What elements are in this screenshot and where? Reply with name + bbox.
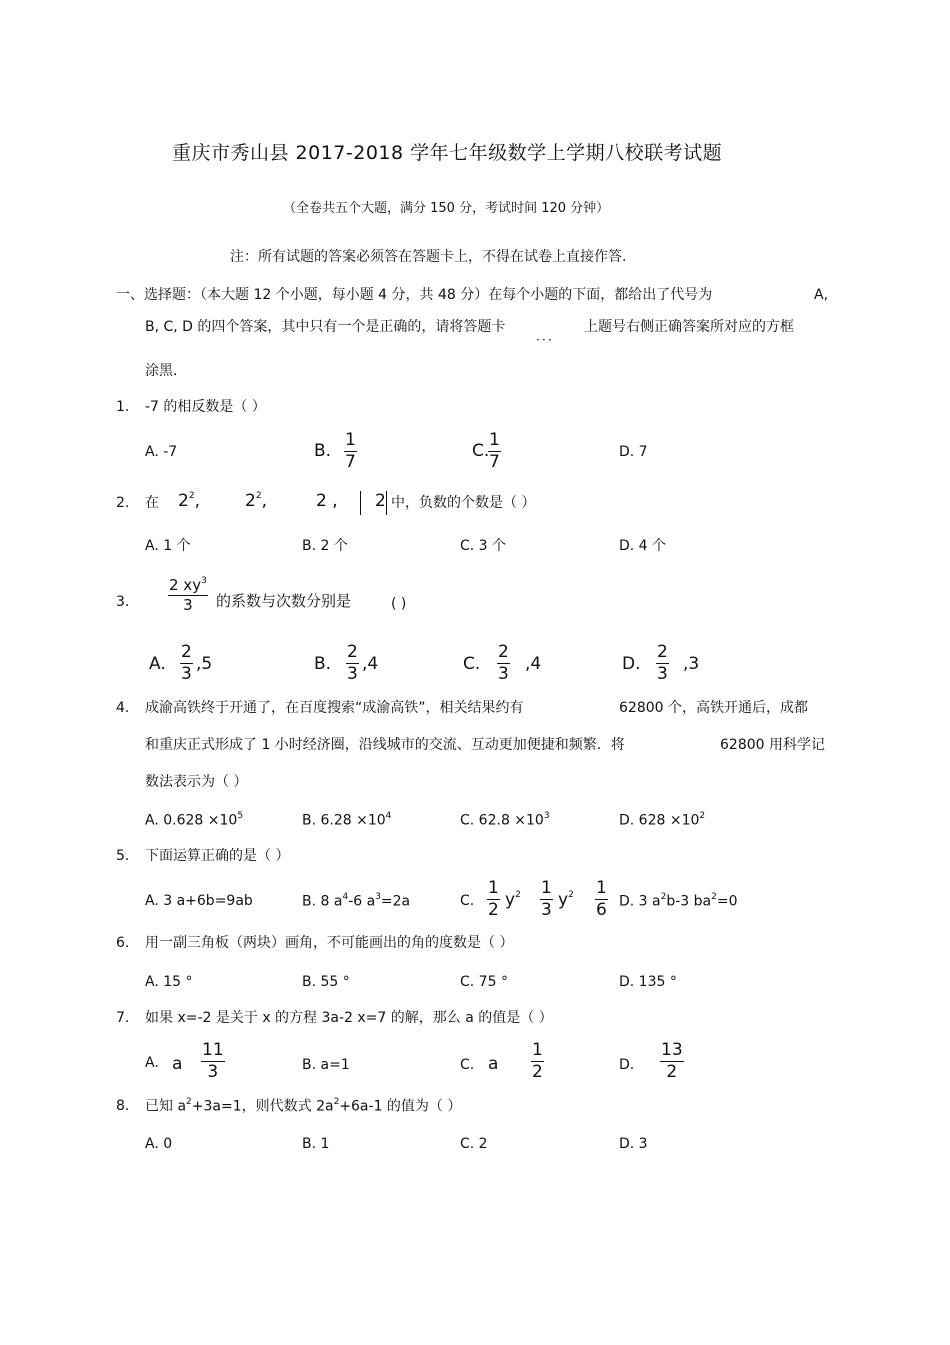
exam-info: （全卷共五个大题，满分 150 分，考试时间 120 分钟） <box>283 201 610 216</box>
fraction-denominator: 2 <box>488 900 499 920</box>
fraction-numerator: 1 <box>489 430 500 450</box>
fraction-denominator: 3 <box>541 900 552 920</box>
question-number: 7. <box>116 1010 130 1026</box>
option-c-term-1: $y^2$ <box>505 890 521 910</box>
section-instructions-line3: 涂黑. <box>145 363 178 379</box>
fraction-denominator: 7 <box>345 452 356 472</box>
fraction-denominator: 3 <box>181 664 192 684</box>
emphasis-dots: ．．． <box>536 329 561 343</box>
section-instructions-line2-tail: 上题号右侧正确答案所对应的方框 <box>584 319 794 335</box>
question-line1: 成渝高铁终于开通了，在百度搜索“成渝高铁”，相关结果约有 <box>145 700 524 716</box>
fraction-denominator: 6 <box>596 900 607 920</box>
fraction-numerator: 2 <box>657 642 668 662</box>
option-c: C. 3 个 <box>460 538 507 554</box>
fraction-numerator: 2 <box>498 642 509 662</box>
fraction-numerator: 1 <box>596 878 607 898</box>
term-3: 2 , <box>316 491 338 511</box>
option-b-label: B. <box>314 654 332 674</box>
option-d-label: D. <box>622 654 641 674</box>
question-stem: 用一副三角板（两块）画角，不可能画出的角的度数是（ ） <box>145 935 514 951</box>
question-number: 1. <box>116 399 130 415</box>
question-line3: 数法表示为（ ） <box>145 774 248 790</box>
exam-note: 注：所有试题的答案必须答在答题卡上，不得在试卷上直接作答. <box>230 249 627 265</box>
term-4: 2 <box>375 491 386 511</box>
section-instructions-line2: B, C, D 的四个答案，其中只有一个是正确的，请将答题卡 <box>145 319 506 335</box>
option-c-fraction-1 <box>487 880 500 919</box>
option-b: B. 1 <box>302 1136 330 1152</box>
fraction-numerator: 1 <box>345 430 356 450</box>
option-c-label: C. <box>460 1057 475 1073</box>
fraction-denominator: 3 <box>657 664 668 684</box>
option-a: A. 15 ° <box>145 974 193 990</box>
option-a-fraction <box>180 644 193 683</box>
option-a-variable: a <box>172 1054 183 1074</box>
question-line2-tail: 62800 用科学记 <box>720 737 825 753</box>
fraction-denominator: 3 <box>183 596 193 614</box>
option-d: D. $628 \times 10^2$ <box>619 811 706 829</box>
question-stem-pre: 在 <box>145 495 159 511</box>
option-c-label: C. <box>472 441 490 461</box>
option-a-tail: ,5 <box>196 654 213 674</box>
option-a-label: A. <box>145 1055 159 1071</box>
option-d: D. 135 ° <box>619 974 677 990</box>
option-a-fraction <box>201 1042 225 1081</box>
option-c-tail: ,4 <box>525 654 542 674</box>
question-stem: 已知 $a^2+3a=1$，则代数式 $2a^2+6a-1$ 的值为（ ） <box>145 1097 462 1115</box>
option-a-label: A. <box>149 654 166 674</box>
option-c-fraction-2 <box>540 880 553 919</box>
fraction-denominator: 2 <box>532 1062 543 1082</box>
fraction-numerator: 2 <box>347 642 358 662</box>
option-c: C. $62.8 \times 10^3$ <box>460 811 550 829</box>
question-number: 6. <box>116 935 130 951</box>
option-d: D. 3 $a^2b-3$ $ba^2=0$ <box>619 892 738 910</box>
question-stem-tail: 中，负数的个数是（ ） <box>391 495 536 511</box>
question-number: 2. <box>116 495 130 511</box>
fraction-numerator: 11 <box>202 1040 224 1060</box>
fraction-numerator: 1 <box>488 878 499 898</box>
term-1: $2^2$, <box>178 491 200 511</box>
option-b: B. 8 $a^4-6$ $a^3=2a$ <box>302 892 411 910</box>
option-b: B. 55 ° <box>302 974 350 990</box>
option-c: C. 2 <box>460 1136 488 1152</box>
option-d-fraction <box>660 1042 684 1081</box>
option-c-label: C. <box>463 654 481 674</box>
section-instructions-line1: 一、选择题：（本大题 12 个小题，每小题 4 分，共 48 分）在每个小题的下面，都给出了代号为 <box>116 287 713 303</box>
option-a: A. 1 个 <box>145 538 191 554</box>
section-instructions-line1-tail: A, <box>814 287 829 303</box>
option-c-label: C. <box>460 893 475 909</box>
option-c: C. 75 ° <box>460 974 508 990</box>
answer-paren: ( ) <box>391 596 407 612</box>
option-c-term-2: $y^2$ <box>558 890 574 910</box>
fraction-numerator: 2 $xy^3$ <box>169 576 207 594</box>
question-line1-tail: 62800 个，高铁开通后，成都 <box>619 700 808 716</box>
term-2: $2^2$, <box>245 491 267 511</box>
option-c-fraction <box>488 432 501 471</box>
option-b-tail: ,4 <box>362 654 379 674</box>
option-b: B. $6.28 \times 10^4$ <box>302 811 392 829</box>
fraction-numerator: 1 <box>532 1040 543 1060</box>
fraction-numerator: 1 <box>541 878 552 898</box>
option-d: D. 4 个 <box>619 538 667 554</box>
fraction-denominator: 7 <box>489 452 500 472</box>
question-number: 8. <box>116 1098 130 1114</box>
fraction-denominator: 2 <box>666 1062 678 1082</box>
absolute-value-bar <box>386 491 387 515</box>
fraction-numerator: 2 <box>181 642 192 662</box>
option-b-fraction <box>344 432 357 471</box>
question-stem: 下面运算正确的是（ ） <box>145 848 290 864</box>
option-c-variable: a <box>488 1054 499 1074</box>
option-a: A. 0 <box>145 1136 173 1152</box>
option-d: D. 7 <box>619 444 648 460</box>
option-d-label: D. <box>619 1057 635 1073</box>
question-number: 4. <box>116 700 130 716</box>
absolute-value-bar <box>360 491 361 515</box>
option-c-fraction <box>497 644 510 683</box>
option-d-tail: ,3 <box>683 654 700 674</box>
option-b: B. 2 个 <box>302 538 348 554</box>
fraction-denominator: 3 <box>347 664 358 684</box>
option-a: A. 3 a+6b=9ab <box>145 893 253 909</box>
question-line2: 和重庆正式形成了 1 小时经济圈，沿线城市的交流、互动更加便捷和频繁．将 <box>145 737 625 753</box>
fraction-denominator: 3 <box>207 1062 219 1082</box>
option-b: B. a=1 <box>302 1057 350 1073</box>
option-a: A. -7 <box>145 444 178 460</box>
stem-fraction <box>168 578 208 613</box>
question-stem-tail: 的系数与次数分别是 <box>216 592 352 610</box>
fraction-numerator: 13 <box>661 1040 683 1060</box>
option-c-fraction <box>531 1042 544 1081</box>
option-b-fraction <box>346 644 359 683</box>
option-b-label: B. <box>314 441 332 461</box>
option-c-fraction-3 <box>595 880 608 919</box>
option-d-fraction <box>656 644 669 683</box>
fraction-denominator: 3 <box>498 664 509 684</box>
option-a: A. $0.628 \times 10^5$ <box>145 811 244 829</box>
page-title: 重庆市秀山县 2017-2018 学年七年级数学上学期八校联考试题 <box>172 142 723 164</box>
question-number: 5. <box>116 848 130 864</box>
question-stem: -7 的相反数是（ ） <box>145 399 266 415</box>
option-d: D. 3 <box>619 1136 648 1152</box>
question-number: 3. <box>116 594 130 610</box>
question-stem: 如果 x=-2 是关于 x 的方程 3a-2 x=7 的解，那么 a 的值是（ ） <box>145 1010 553 1026</box>
